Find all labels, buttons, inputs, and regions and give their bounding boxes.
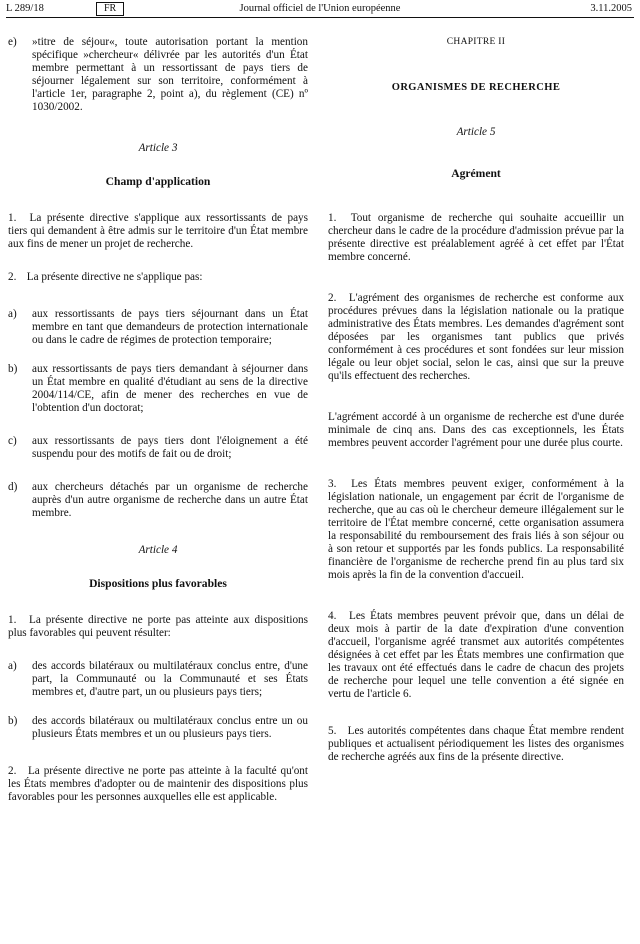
- article-3-heading: Article 3: [138, 142, 178, 154]
- article-3-title: Champ d'application: [105, 175, 211, 188]
- paragraph-number: 1.: [328, 212, 337, 224]
- paragraph-text: Les États membres peuvent prévoir que, dans un délai de deux mois à partir de la date d'expiration d'une convention d'accueil, l'organisme agréé transmet aux autorités compétentes désignées à cet effet par les États membres une confirmation que les travaux ont été effectués dans le cadre de chacun des projets de recherche pour lequel une telle convention a été signée en vertu de l'article 6.: [328, 610, 624, 700]
- paragraph-number: 4.: [328, 610, 337, 622]
- paragraph-number: 1.: [8, 212, 17, 224]
- paragraph-number: 2.: [8, 271, 17, 283]
- article-4-title: Dispositions plus favorables: [89, 577, 227, 590]
- paragraph-text: La présente directive ne s'applique pas:: [26, 271, 203, 283]
- list-item-b: [8, 363, 308, 415]
- definition-e: [8, 36, 308, 114]
- item-text: aux ressortissants de pays tiers séjournant dans un État membre en tant que demandeurs de protection internationale ou dans le cadre de régimes de protection temporaire;: [32, 308, 308, 346]
- article-5-heading: Article 5: [456, 126, 496, 138]
- paragraph-text: L'agrément des organismes de recherche est conforme aux procédures prévues dans la législation nationale ou la pratique administrative des États membres. Les demandes d'agrément sont déposées par les organismes tant publics que privés conformément à ces procédures et sont fondées sur leur mission légale ou leur objet social, selon le cas, ainsi que sur la preuve qu'ils effectuent des recherches.: [328, 292, 625, 382]
- item-text: des accords bilatéraux ou multilatéraux conclus entre un ou plusieurs États membres et un ou plusieurs pays tiers.: [32, 715, 308, 740]
- item-text: aux chercheurs détachés par un organisme de recherche auprès d'un autre organisme de recherche dans un autre État membre.: [32, 481, 308, 519]
- publication-date: 3.11.2005: [590, 3, 632, 14]
- paragraph-text: Les États membres peuvent exiger, conformément à la législation nationale, un engagement par écrit de l'organisme de recherche, que au cas où le chercheur demeure illégalement sur le territoire de l'État membre concerné, cette organisation assumera la responsabilité du remboursement des frais liés à son séjour ou à son retour et supportés par les fonds publics. La responsabilité financière de l'organisme de recherche prend fin au plus tard six mois après la fin de la convention d'accueil.: [328, 478, 624, 581]
- item-label: a): [8, 308, 17, 320]
- right-column: [328, 36, 624, 764]
- language-badge: FR: [96, 2, 124, 16]
- paragraph-3: [8, 614, 308, 640]
- article-5-paragraph-2b: L'agrément accordé à un organisme de recherche est d'une durée minimale de cinq ans. Dans des cas exceptionnels, les États membres peuvent accorder l'agrément pour une durée plus courte.: [328, 411, 624, 449]
- chapter-heading: CHAPITRE II: [446, 37, 506, 47]
- article-5-paragraph-2: [328, 292, 624, 383]
- item-label: a): [8, 660, 17, 672]
- paragraph-text: Les autorités compétentes dans chaque État membre rendent publiques et actualisent périodiquement les listes des organismes de recherche agréés aux fins de la présente directive.: [328, 725, 624, 763]
- list-item-c: [8, 435, 308, 461]
- list-item-a2: [8, 660, 308, 699]
- article-5-paragraph-1: [328, 212, 624, 264]
- list-item-a: [8, 308, 308, 347]
- paragraph-text: Tout organisme de recherche qui souhaite accueillir un chercheur dans le cadre de la procédure d'admission prévue par la présente directive est préalablement agréé à cet effet par l'État membre concerné.: [328, 212, 624, 263]
- header-rule: [6, 17, 634, 18]
- article-5-paragraph-4: [328, 610, 624, 701]
- journal-title: Journal officiel de l'Union européenne: [239, 3, 401, 14]
- paragraph-number: 3.: [328, 478, 337, 490]
- paragraph-2: [8, 271, 308, 284]
- list-item-b2: [8, 715, 308, 741]
- paragraph-number: 5.: [328, 725, 337, 737]
- list-item-d: [8, 481, 308, 520]
- paragraph-text: La présente directive s'applique aux ressortissants de pays tiers qui demandent à être admis sur le territoire d'un État membre aux fins de mener un projet de recherche.: [8, 212, 309, 250]
- item-label: b): [8, 363, 18, 375]
- paragraph-number: 1.: [8, 614, 17, 626]
- item-label: e): [8, 36, 17, 48]
- item-label: c): [8, 435, 17, 447]
- journal-header: [6, 2, 634, 16]
- item-text: aux ressortissants de pays tiers dont l'éloignement a été suspendu pour des motifs de fait ou de droit;: [32, 435, 308, 460]
- paragraph-text: La présente directive ne porte pas atteinte aux dispositions plus favorables qui peuvent résulter:: [8, 614, 308, 639]
- paragraph-number: 2.: [328, 292, 337, 304]
- left-column: [8, 36, 308, 804]
- article-5-paragraph-5: [328, 725, 624, 764]
- item-text: »titre de séjour«, toute autorisation portant la mention spécifique »chercheur« délivrée par les autorités d'un État membre permettant à un ressortissant de pays tiers de séjourner légalement sur son territoire, conformément à l'article 1er, paragraphe 2, point a), du règlement (CE) nº 1030/2002.: [32, 36, 308, 113]
- page-reference: L 289/18: [6, 3, 44, 14]
- article-5-title: Agrément: [451, 167, 501, 180]
- paragraph-1: [8, 212, 308, 251]
- article-5-paragraph-3: [328, 478, 624, 582]
- paragraph-number: 2.: [8, 765, 17, 777]
- item-text: des accords bilatéraux ou multilatéraux conclus entre, d'une part, la Communauté ou la Communauté et ses États membres et, d'autre part, un ou plusieurs pays tiers;: [32, 660, 308, 698]
- item-text: aux ressortissants de pays tiers demandant à séjourner dans un État membre en qualité d'étudiant au sens de la directive 2004/114/CE, afin de mener des recherches en vue de l'obtention d'un doctorat;: [32, 363, 308, 414]
- paragraph-text: La présente directive ne porte pas atteinte à la faculté qu'ont les États membres d'adopter ou de maintenir des dispositions plus favorables pour les personnes auxquelles elle est applicable.: [8, 765, 309, 803]
- item-label: b): [8, 715, 18, 727]
- paragraph-4: [8, 765, 308, 804]
- chapter-title: ORGANISMES DE RECHERCHE: [391, 82, 561, 93]
- item-label: d): [8, 481, 18, 493]
- article-4-heading: Article 4: [138, 544, 178, 556]
